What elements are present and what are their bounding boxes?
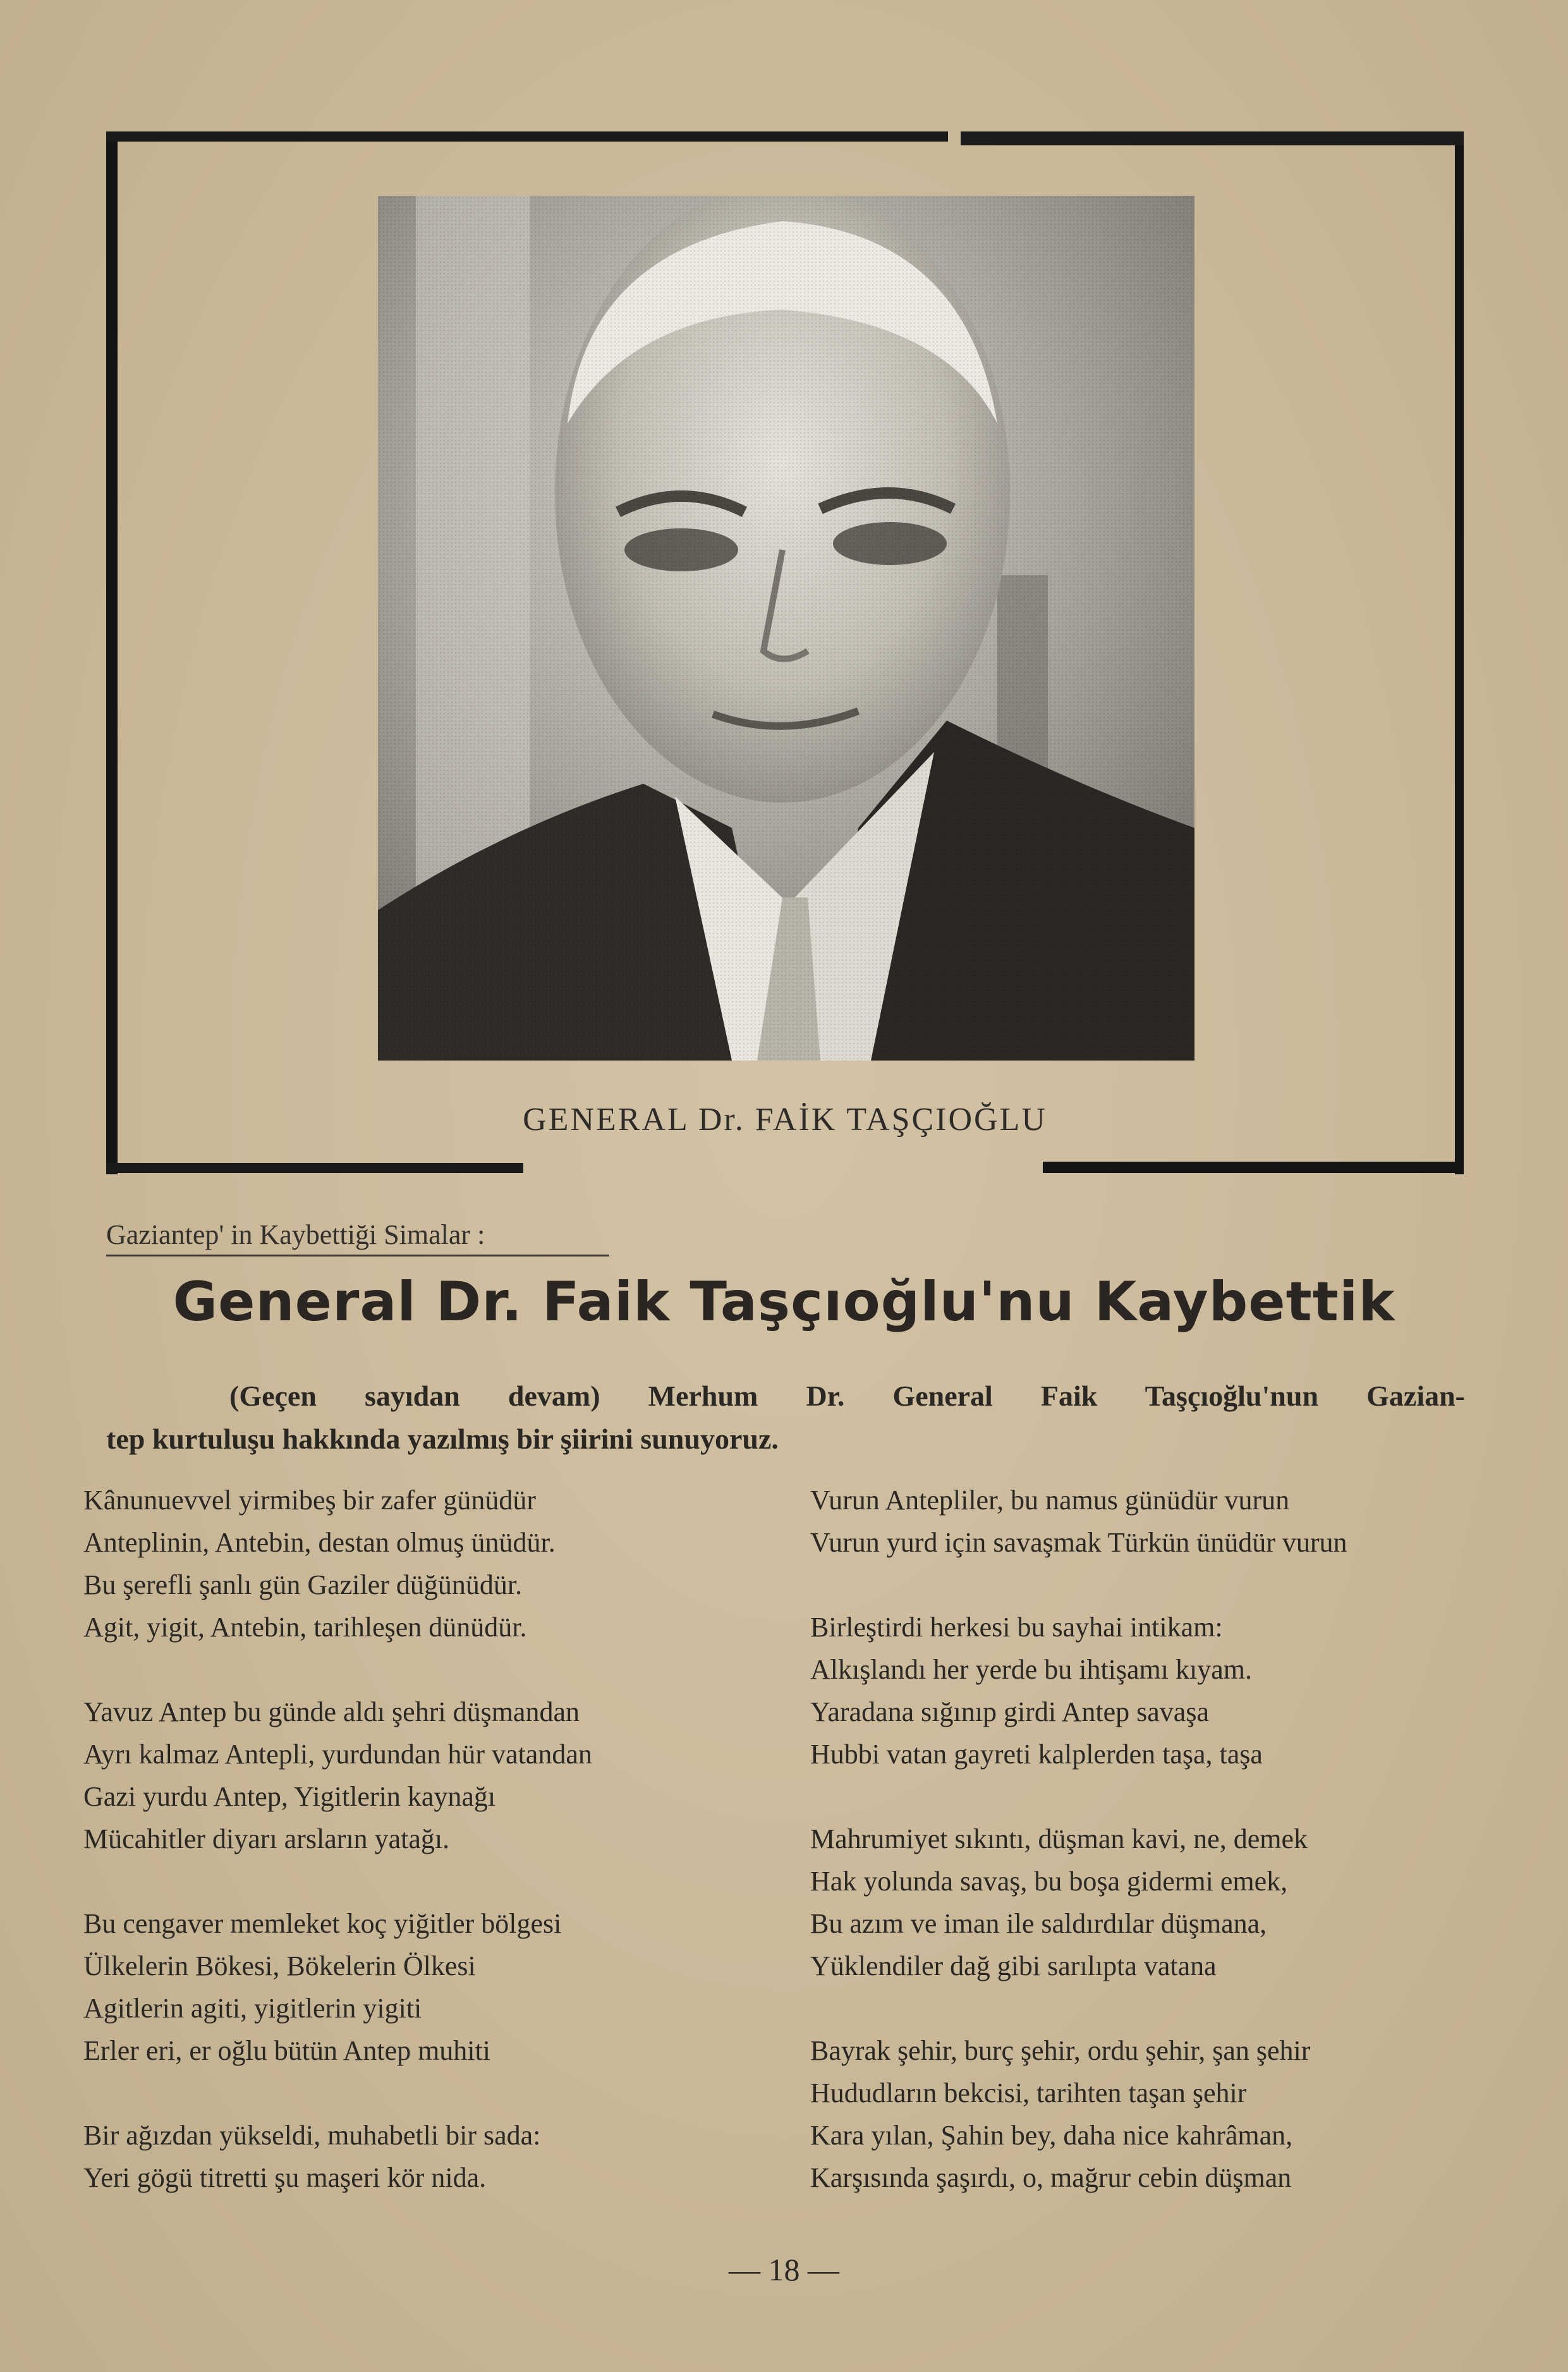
article-intro <box>106 1375 1465 1461</box>
poem-line: Yeri gögü titretti şu maşeri kör nida. <box>83 2162 487 2193</box>
portrait-icon <box>378 196 1194 1061</box>
poem-line: Alkışlandı her yerde bu ihtişamı kıyam. <box>810 1654 1252 1685</box>
photo-caption: GENERAL Dr. FAİK TAŞÇIOĞLU <box>523 1102 1047 1138</box>
poem-line: Mahrumiyet sıkıntı, düşman kavi, ne, demek <box>810 1823 1308 1854</box>
poem-line: Bu azım ve iman ile saldırdılar düşmana, <box>810 1908 1267 1939</box>
poem-line: Vurun Antepliler, bu namus günüdür vurun <box>810 1485 1290 1516</box>
poem-stanza <box>83 1902 791 2072</box>
poem-stanza <box>83 2114 791 2199</box>
poem-line: Ayrı kalmaz Antepli, yurdundan hür vatandan <box>83 1739 592 1770</box>
poem-line: Hak yolunda savaş, bu boşa gidermi emek, <box>810 1866 1288 1897</box>
poem-stanza <box>83 1479 791 1648</box>
frame-rule <box>961 131 1464 145</box>
poem-line: Bayrak şehir, burç şehir, ordu şehir, şan şehir <box>810 2035 1311 2066</box>
frame-rule <box>106 131 948 142</box>
poem-line: Ülkelerin Bökesi, Bökelerin Ölkesi <box>83 1950 476 1981</box>
poem-line: Erler eri, er oğlu bütün Antep muhiti <box>83 2035 490 2066</box>
intro-line: (Geçen sayıdan devam) Merhum Dr. General Faik Taşçıoğlu'nun Gazian- <box>229 1380 1465 1412</box>
poem-line: Hududların bekcisi, tarihten taşan şehir <box>810 2077 1247 2108</box>
poem-column-left <box>83 1479 791 2241</box>
poem-line: Anteplinin, Antebin, destan olmuş ünüdür. <box>83 1527 556 1558</box>
frame-rule <box>106 1163 523 1173</box>
article-headline: General Dr. Faik Taşçıoğlu'nu Kaybettik <box>173 1270 1395 1334</box>
poem-line: Hubbi vatan gayreti kalplerden taşa, taşa <box>810 1739 1263 1770</box>
poem-stanza <box>810 2029 1550 2199</box>
poem-line: Bu şerefli şanlı gün Gaziler düğünüdür. <box>83 1569 523 1600</box>
poem-stanza <box>83 1691 791 1860</box>
poem-line: Agit, yigit, Antebin, tarihleşen dünüdür. <box>83 1612 527 1643</box>
frame-rule <box>1043 1162 1464 1173</box>
page-number: — 18 — <box>729 2252 839 2287</box>
poem-line: Mücahitler diyarı arsların yatağı. <box>83 1823 450 1854</box>
poem-line: Vurun yurd için savaşmak Türkün ünüdür vurun <box>810 1527 1347 1558</box>
poem-line: Bir ağızdan yükseldi, muhabetli bir sada: <box>83 2120 541 2151</box>
poem-line: Karşısında şaşırdı, o, mağrur cebin düşman <box>810 2162 1292 2193</box>
poem-column-right <box>810 1479 1550 2241</box>
poem-line: Agitlerin agiti, yigitlerin yigiti <box>83 1993 422 2024</box>
intro-line: tep kurtuluşu hakkında yazılmış bir şiirini sunuyoruz. <box>106 1423 779 1455</box>
poem-line: Bu cengaver memleket koç yiğitler bölgesi <box>83 1908 562 1939</box>
poem-stanza <box>810 1818 1550 1987</box>
poem-line: Kânunuevvel yirmibeş bir zafer günüdür <box>83 1485 536 1516</box>
poem-line: Birleştirdi herkesi bu sayhai intikam: <box>810 1612 1223 1643</box>
poem-stanza <box>810 1606 1550 1775</box>
poem-line: Kara yılan, Şahin bey, daha nice kahrâman, <box>810 2120 1293 2151</box>
section-label: Gaziantep' in Kaybettiği Simalar : <box>106 1219 609 1256</box>
portrait-photo <box>378 196 1194 1061</box>
poem-stanza <box>810 1479 1550 1564</box>
poem-line: Yaradana sığınıp girdi Antep savaşa <box>810 1696 1209 1727</box>
poem-line: Gazi yurdu Antep, Yigitlerin kaynağı <box>83 1781 496 1812</box>
poem-line: Yavuz Antep bu günde aldı şehri düşmandan <box>83 1696 580 1727</box>
poem-line: Yüklendiler dağ gibi sarılıpta vatana <box>810 1950 1217 1981</box>
